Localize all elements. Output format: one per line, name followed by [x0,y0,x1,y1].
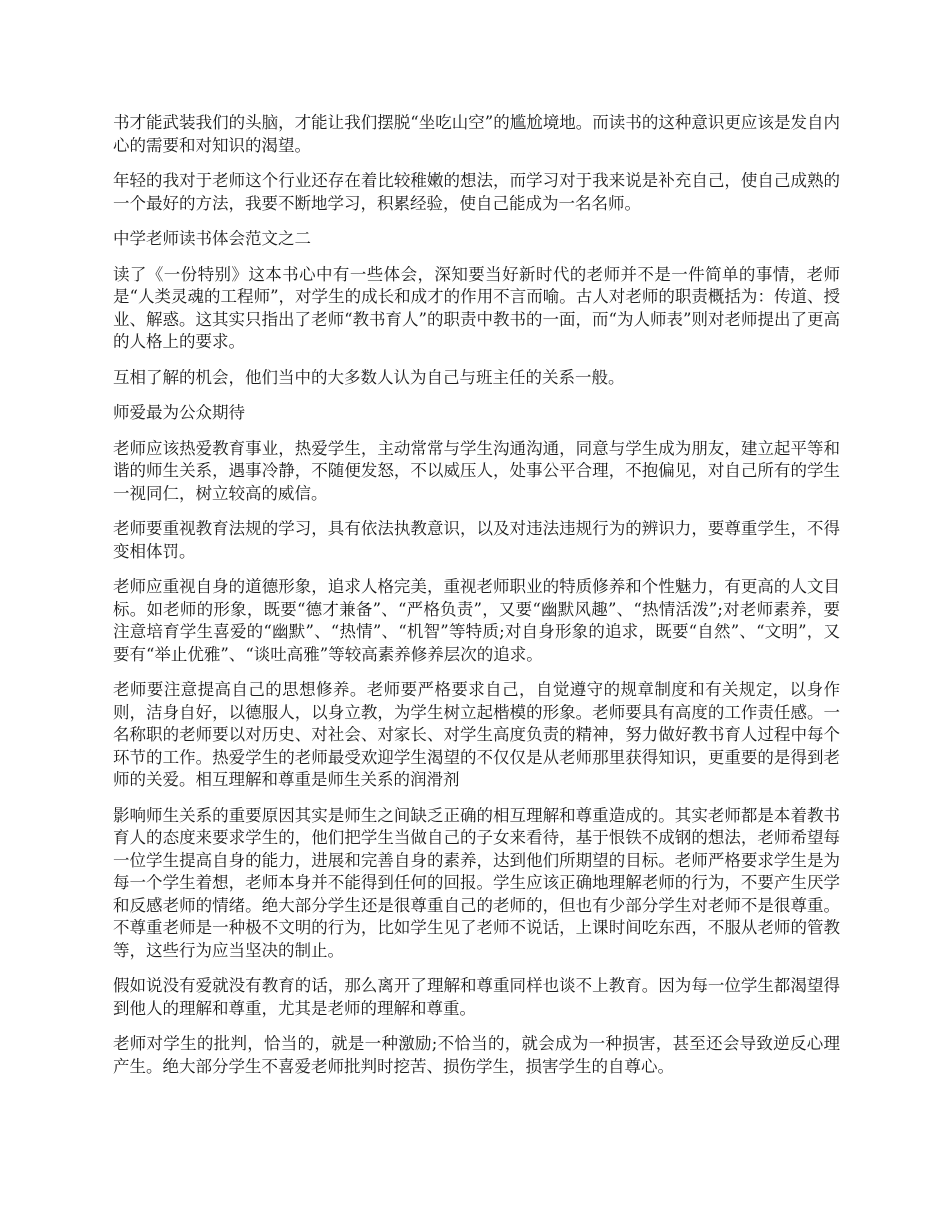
paragraph: 老师应重视自身的道德形象，追求人格完美，重视老师职业的特质修养和个性魅力，有更高的人文目标。如老师的形象，既要“德才兼备”、“严格负责”，又要“幽默风趣”、“热情活泼”;对老师素养，要注意培育学生喜爱的“幽默”、“热情”、“机智”等特质;对自身形象的追求，既要“自然”、“文明”，又要有“举止优雅”、“谈吐高雅”等较高素养修养层次的追求。 [113,577,840,664]
paragraph: 年轻的我对于老师这个行业还存在着比较稚嫩的想法，而学习对于我来说是补充自己，使自己成熟的一个最好的方法，我要不断地学习，积累经验，使自己能成为一名名师。 [113,171,840,213]
paragraph: 互相了解的机会，他们当中的大多数人认为自己与班主任的关系一般。 [113,367,625,387]
paragraph: 影响师生关系的重要原因其实是师生之间缺乏正确的相互理解和尊重造成的。其实老师都是本着教书育人的态度来要求学生的，他们把学生当做自己的子女来看待，基于恨铁不成钢的想法，老师希望每一位学生提高自身的能力，进展和完善自身的素养，达到他们所期望的目标。老师严格要求学生是为每一个学生着想，老师本身并不能得到任何的回报。学生应该正确地理解老师的行为，不要产生厌学和反感老师的情绪。绝大部分学生还是很尊重自己的老师的，但也有少部分学生对老师不是很尊重。不尊重老师是一种极不文明的行为，比如学生见了老师不说话，上课时间吃东西，不服从老师的管教等，这些行为应当坚决的制止。 [113,805,840,960]
paragraph: 老师要注意提高自己的思想修养。老师要严格要求自己，自觉遵守的规章制度和有关规定，以身作则，洁身自好，以德服人，以身立教，为学生树立起楷模的形象。老师要具有高度的工作责任感。一名称职的老师要以对历史、对社会、对家长、对学生高度负责的精神，努力做好教书育人过程中每个环节的工作。热爱学生的老师最受欢迎学生渴望的不仅仅是从老师那里获得知识，更重要的是得到老师的关爱。相互理解和尊重是师生关系的润滑剂 [113,680,840,789]
document-body [113,112,840,1091]
paragraph: 老师应该热爱教育事业，热爱学生，主动常常与学生沟通沟通，同意与学生成为朋友，建立起平等和谐的师生关系，遇事冷静，不随便发怒，不以威压人，处事公平合理，不抱偏见，对自己所有的学生一视同仁，树立较高的威信。 [113,438,840,503]
paragraph: 书才能武装我们的头脑，才能让我们摆脱“坐吃山空”的尴尬境地。而读书的这种意识更应该是发自内心的需要和对知识的渴望。 [113,113,840,155]
paragraph: 假如说没有爱就没有教育的话，那么离开了理解和尊重同样也谈不上教育。因为每一位学生都渴望得到他人的理解和尊重，尤其是老师的理解和尊重。 [113,976,840,1018]
paragraph: 读了《一份特别》这本书心中有一些体会，深知要当好新时代的老师并不是一件简单的事情，老师是“人类灵魂的工程师”，对学生的成长和成才的作用不言而喻。古人对老师的职责概括为：传道、授业、解惑。这其实只指出了老师“教书育人”的职责中教书的一面，而“为人师表”则对老师提出了更高的人格上的要求。 [113,264,840,351]
subheading: 师爱最为公众期待 [113,403,245,422]
section-heading: 中学老师读书体会范文之二 [113,229,311,248]
paragraph: 老师要重视教育法规的学习，具有依法执教意识，以及对违法违规行为的辨识力，要尊重学生，不得变相体罚。 [113,519,840,561]
paragraph: 老师对学生的批判，恰当的，就是一种激励;不恰当的，就会成为一种损害，甚至还会导致逆反心理产生。绝大部分学生不喜爱老师批判时挖苦、损伤学生，损害学生的自尊心。 [113,1034,840,1076]
